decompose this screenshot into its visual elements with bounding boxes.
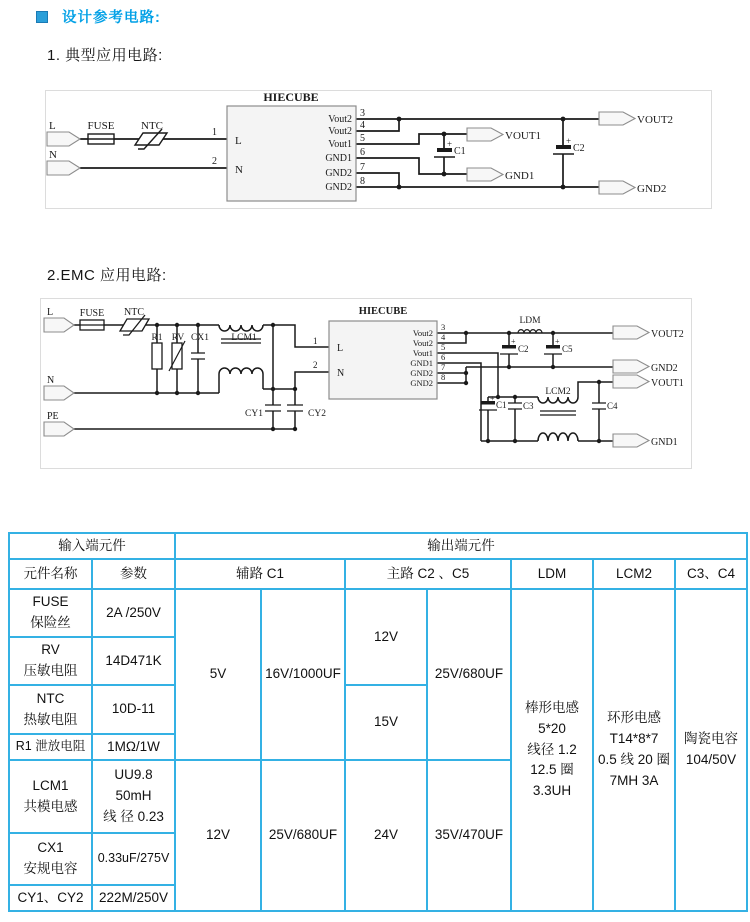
- pin-label-vout2b: Vout2: [412, 338, 433, 348]
- cell-r1-param: 1MΩ/1W: [92, 734, 175, 760]
- section-1-heading: 1. 典型应用电路:: [47, 47, 163, 64]
- cell-line: 线 径 0.23: [103, 808, 164, 824]
- cell-line: UU9.8: [114, 767, 153, 783]
- pin-number-3: 3: [360, 108, 365, 119]
- cell-line: 压敏电阻: [23, 663, 78, 678]
- pin-number-6: 6: [360, 147, 365, 158]
- cell-main-cap-1: 25V/680UF: [427, 589, 511, 760]
- rv-label: RV: [171, 333, 185, 343]
- cx1-label: CX1: [191, 333, 209, 343]
- cell-line: NTC: [36, 690, 65, 706]
- c5-label: C5: [562, 344, 573, 354]
- gnd1-output-label: GND1: [651, 437, 678, 448]
- ntc-label: NTC: [124, 307, 144, 318]
- vout2-output-label: VOUT2: [637, 114, 674, 126]
- cell-line: 0.5 线 20 圈: [597, 752, 671, 767]
- cell-fuse-name: [9, 589, 92, 637]
- header-col-name: 元件名称: [9, 559, 92, 589]
- cell-line: 陶瓷电容: [684, 731, 738, 747]
- module-l-label: L: [337, 343, 344, 354]
- pin-label-gnd2a: GND2: [410, 368, 433, 378]
- c1-label: C1: [454, 146, 466, 157]
- pe-input-connector: [44, 422, 74, 436]
- pin1-number: 1: [212, 127, 217, 138]
- cell-main-cap-2: 35V/470UF: [427, 760, 511, 911]
- lcm1-label: LCM1: [231, 333, 257, 343]
- fuse-label: FUSE: [87, 120, 115, 132]
- cell-fuse-param: 2A /250V: [92, 589, 175, 637]
- cell-line: RV: [41, 642, 60, 658]
- gnd2-connector: [613, 360, 649, 373]
- cell-line: 安规电容: [23, 861, 78, 876]
- cell-line: 7MH 3A: [609, 772, 659, 788]
- cell-line: 50mH: [115, 788, 152, 804]
- cell-line: 热敏电阻: [23, 711, 78, 727]
- cell-ldm-spec: [511, 589, 593, 911]
- cell-line: 12.5 圈: [530, 762, 574, 778]
- n-input-connector: [44, 386, 74, 400]
- cell-cy-param: 222M/250V: [92, 885, 175, 911]
- cell-aux-voltage-2: 12V: [175, 760, 261, 911]
- pin1-number: 1: [313, 336, 318, 346]
- cell-ntc-param: 10D-11: [92, 685, 175, 734]
- r1-resistor-symbol: [152, 343, 162, 369]
- r1-label: R1: [151, 333, 163, 343]
- cell-line: 共模电感: [23, 798, 78, 814]
- lcm2-label: LCM2: [545, 387, 571, 397]
- section-2-heading: 2.EMC 应用电路:: [47, 267, 167, 284]
- l-input-label: L: [47, 307, 54, 318]
- vout2-connector: [613, 326, 649, 339]
- bullet-square-icon: [36, 11, 48, 23]
- c1-plus-sign: +: [490, 394, 495, 403]
- cell-rv-param: 14D471K: [92, 637, 175, 685]
- module-n-label: N: [235, 164, 243, 176]
- table-header-row-1: [9, 533, 747, 559]
- cell-aux-cap-1: 16V/1000UF: [261, 589, 345, 760]
- table-header-row-2: [9, 559, 747, 589]
- header-c3c4: C3、C4: [675, 559, 747, 589]
- gnd1-connector: [613, 434, 649, 447]
- cell-line: 5*20: [538, 720, 566, 736]
- gnd1-output-label: GND1: [505, 170, 535, 182]
- cell-line: LCM1: [32, 777, 69, 793]
- c1-label: C1: [496, 400, 507, 410]
- circuit-1-diagram: [45, 90, 712, 209]
- cell-line: 线径 1.2: [527, 741, 577, 757]
- pin-label-vout1: Vout1: [328, 139, 352, 150]
- cell-line: 104/50V: [685, 752, 737, 767]
- cell-lcm1-name: [9, 760, 92, 833]
- gnd1-connector: [467, 168, 503, 181]
- vout2-connector: [599, 112, 635, 125]
- c1-plus-sign: +: [447, 139, 453, 149]
- vout1-output-label: VOUT1: [505, 130, 542, 142]
- header-col-param: 参数: [92, 559, 175, 589]
- doc-heading: 设计参考电路:: [62, 10, 161, 26]
- cy2-label: CY2: [308, 409, 326, 419]
- cell-line: FUSE: [32, 594, 69, 610]
- pin-number-7: 7: [441, 362, 446, 372]
- cell-lcm1-param: [92, 760, 175, 833]
- pin-number-7: 7: [360, 162, 365, 173]
- header-output-components: 输出端元件: [175, 533, 747, 559]
- cell-line: 棒形电感: [525, 699, 579, 715]
- pin2-number: 2: [313, 360, 318, 370]
- pin-label-gnd2b: GND2: [410, 378, 433, 388]
- cell-main-voltage-3: 24V: [345, 760, 427, 911]
- pin-number-8: 8: [360, 176, 365, 187]
- pin-number-5: 5: [360, 133, 365, 144]
- cell-r1-name: R1 泄放电阻: [9, 734, 92, 760]
- c2-label: C2: [573, 143, 585, 154]
- vout1-connector: [613, 375, 649, 388]
- cell-line: 环形电感: [607, 710, 661, 726]
- c4-label: C4: [607, 401, 618, 411]
- pin-label-gnd1: GND1: [410, 358, 433, 368]
- cell-ntc-name: [9, 685, 92, 734]
- n-input-label: N: [47, 375, 55, 386]
- pin-label-vout1: Vout1: [412, 348, 433, 358]
- pin-number-4: 4: [441, 332, 446, 342]
- module-n-label: N: [337, 368, 345, 379]
- header-ldm: LDM: [511, 559, 593, 589]
- cell-rv-name: [9, 637, 92, 685]
- gnd2-connector: [599, 181, 635, 194]
- header-input-components: 输入端元件: [9, 533, 175, 559]
- cell-line: 保险丝: [30, 615, 71, 630]
- pin-label-vout2b: Vout2: [328, 126, 352, 137]
- header-main-c2c5: 主路 C2 、C5: [345, 559, 511, 589]
- ntc-symbol: [135, 129, 167, 149]
- cell-c3c4-spec: [675, 589, 747, 911]
- cell-line: 3.3UH: [532, 783, 572, 799]
- component-spec-table: [8, 532, 748, 912]
- rv-varistor-symbol: [169, 341, 185, 371]
- cy1-label: CY1: [245, 409, 263, 419]
- fuse-label: FUSE: [79, 308, 105, 319]
- pin-label-vout2a: Vout2: [328, 114, 352, 125]
- module-title: HIECUBE: [358, 306, 408, 317]
- l-input-label: L: [49, 120, 56, 132]
- ntc-label: NTC: [141, 120, 163, 132]
- module-title: HIECUBE: [263, 91, 319, 104]
- pe-input-label: PE: [47, 411, 59, 422]
- cell-aux-voltage-1: 5V: [175, 589, 261, 760]
- circuit-1-svg: [46, 91, 711, 208]
- pin-label-vout2a: Vout2: [412, 328, 433, 338]
- module-l-label: L: [235, 135, 242, 147]
- cell-aux-cap-2: 25V/680UF: [261, 760, 345, 911]
- gnd2-output-label: GND2: [637, 183, 667, 195]
- c2-plus-sign: +: [511, 337, 516, 346]
- pin-label-gnd2b: GND2: [325, 182, 352, 193]
- n-input-connector: [47, 161, 80, 175]
- cell-cy-name: CY1、CY2: [9, 885, 92, 911]
- header-aux-c1: 辅路 C1: [175, 559, 345, 589]
- pin2-number: 2: [212, 156, 217, 167]
- vout1-connector: [467, 128, 503, 141]
- n-input-label: N: [49, 149, 57, 161]
- pin-number-6: 6: [441, 352, 446, 362]
- cell-cx1-name: [9, 833, 92, 885]
- cell-main-voltage-1: 12V: [345, 589, 427, 685]
- vout1-output-label: VOUT1: [651, 378, 684, 389]
- pin-number-5: 5: [441, 342, 446, 352]
- fuse-symbol: [88, 134, 114, 144]
- pin-number-4: 4: [360, 120, 365, 131]
- circuit-2-svg: [41, 299, 691, 468]
- c5-plus-sign: +: [555, 337, 560, 346]
- vout2-output-label: VOUT2: [651, 329, 684, 340]
- ldm-label: LDM: [519, 316, 541, 326]
- cell-line: CX1: [37, 840, 64, 856]
- cell-main-voltage-2: 15V: [345, 685, 427, 760]
- pin-number-3: 3: [441, 322, 446, 332]
- c2-plus-sign: +: [566, 136, 572, 146]
- circuit-2-diagram: [40, 298, 692, 469]
- c3-label: C3: [523, 401, 534, 411]
- cell-line: T14*8*7: [609, 731, 659, 747]
- fuse-symbol: [80, 320, 104, 330]
- header-lcm2: LCM2: [593, 559, 675, 589]
- pin-number-8: 8: [441, 372, 446, 382]
- ntc-symbol: [120, 315, 149, 335]
- l-input-connector: [44, 318, 74, 332]
- c2-label: C2: [518, 344, 529, 354]
- cell-lcm2-spec: [593, 589, 675, 911]
- l-input-connector: [47, 132, 80, 146]
- table-row-fuse: [9, 589, 747, 637]
- cell-cx1-param: 0.33uF/275V: [92, 833, 175, 885]
- pin-label-gnd2a: GND2: [325, 168, 352, 179]
- pin-label-gnd1: GND1: [325, 153, 352, 164]
- gnd2-output-label: GND2: [651, 363, 678, 374]
